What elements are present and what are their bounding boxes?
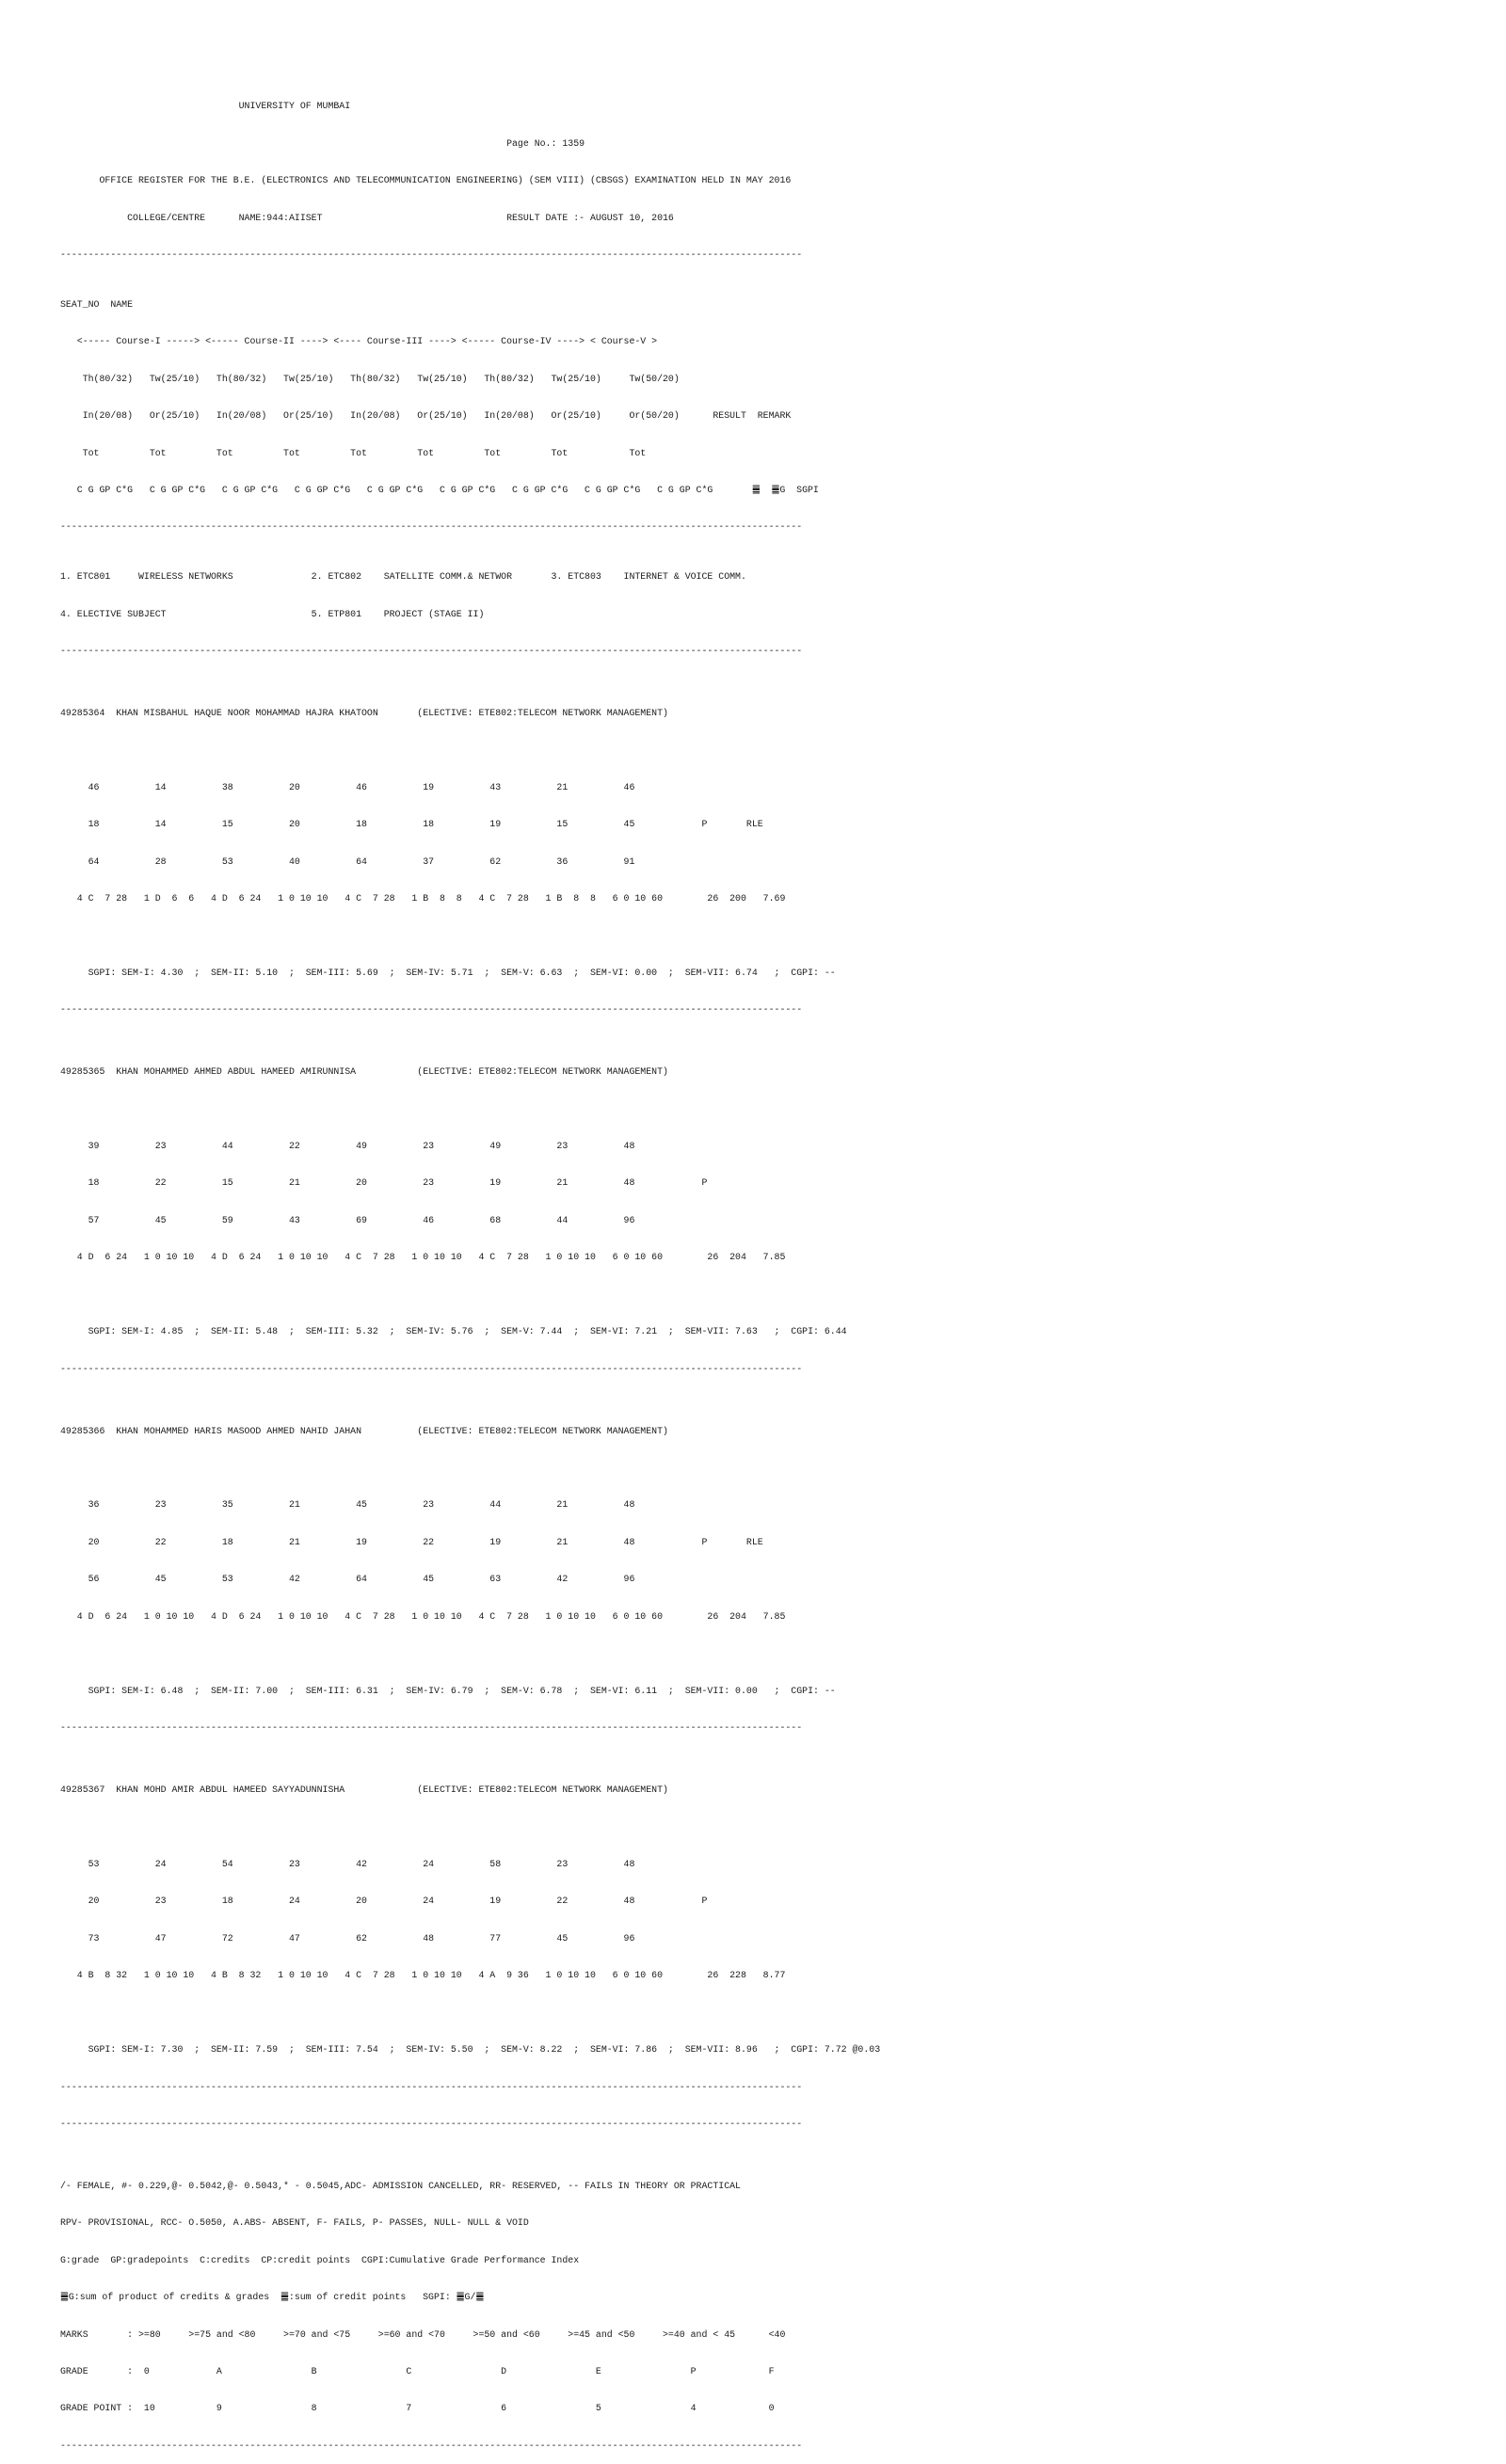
- sgpi-row: SGPI: SEM-I: 7.30 ; SEM-II: 7.59 ; SEM-III: 7.54 ; SEM-IV: 5.50 ; SEM-V: 8.22 ; SEM-VI: 7.86 ; SEM-VII: 8.96 ; CGPI: 7.72 @0.03: [60, 2044, 881, 2056]
- office-register-sheet: [60, 75, 983, 2464]
- grades-row: 4 B 8 32 1 0 10 10 4 B 8 32 1 0 10 10 4 C 7 28 1 0 10 10 4 A 9 36 1 0 10 10 6 0 10 60 26 228 8.77: [60, 1970, 786, 1981]
- blank-line: [60, 744, 983, 756]
- sgpi-row: SGPI: SEM-I: 6.48 ; SEM-II: 7.00 ; SEM-III: 6.31 ; SEM-IV: 6.79 ; SEM-V: 6.78 ; SEM-VI: 6.11 ; SEM-VII: 0.00 ; CGPI: --: [60, 1685, 836, 1696]
- grade-table-marks: MARKS : >=80 >=75 and <80 >=70 and <75 >=60 and <70 >=50 and <60 >=45 and <50 >=40 and < 45 <40: [60, 2328, 786, 2340]
- marks-row-in: 20 23 18 24 20 24 19 22 48 P: [60, 1896, 708, 1907]
- marks-row-tot: 57 45 59 43 69 46 68 44 96: [60, 1214, 635, 1225]
- blank-line: [60, 1103, 983, 1115]
- grade-table-points: GRADE POINT : 10 9 8 7 6 5 4 0: [60, 2403, 775, 2414]
- divider: -------------------------------------------------------------------------------------------------------------------------------------: [60, 645, 803, 656]
- legend-codes: /- FEMALE, #- 0.229,@- 0.5042,@- 0.5043,* - 0.5045,ADC- ADMISSION CANCELLED, RR- RESERVED, -- FAILS IN THEORY OR PRACTICAL: [60, 2180, 741, 2191]
- divider: -------------------------------------------------------------------------------------------------------------------------------------: [60, 2081, 803, 2092]
- blank-line: [60, 929, 983, 941]
- marks-row-tot: 64 28 53 40 64 37 62 36 91: [60, 856, 635, 867]
- divider: -------------------------------------------------------------------------------------------------------------------------------------: [60, 2440, 803, 2451]
- marks-row-in: 18 14 15 20 18 18 19 15 45 P RLE: [60, 819, 763, 830]
- divider: -------------------------------------------------------------------------------------------------------------------------------------: [60, 521, 803, 533]
- page-number: Page No.: 1359: [60, 137, 585, 149]
- student-title: 49285365 KHAN MOHAMMED AHMED ABDUL HAMEED AMIRUNNISA (ELECTIVE: ETE802:TELECOM NETWORK MANAGEMENT): [60, 1066, 668, 1078]
- marks-row-th: 36 23 35 21 45 23 44 21 48: [60, 1499, 635, 1511]
- student-title: 49285367 KHAN MOHD AMIR ABDUL HAMEED SAYYADUNNISHA (ELECTIVE: ETE802:TELECOM NETWORK MANAGEMENT): [60, 1784, 668, 1795]
- legend-codes-2: RPV- PROVISIONAL, RCC- O.5050, A.ABS- ABSENT, F- FAILS, P- PASSES, NULL- NULL & VOID: [60, 2217, 529, 2229]
- blank-line: [60, 1647, 983, 1659]
- sgpi-row: SGPI: SEM-I: 4.85 ; SEM-II: 5.48 ; SEM-III: 5.32 ; SEM-IV: 5.76 ; SEM-V: 7.44 ; SEM-VI: 7.21 ; SEM-VII: 7.63 ; CGPI: 6.44: [60, 1326, 847, 1337]
- divider: -------------------------------------------------------------------------------------------------------------------------------------: [60, 1004, 803, 1016]
- blank-line: [60, 1462, 983, 1474]
- divider: -------------------------------------------------------------------------------------------------------------------------------------: [60, 1363, 803, 1374]
- subjects-line-1: 1. ETC801 WIRELESS NETWORKS 2. ETC802 SATELLITE COMM.& NETWOR 3. ETC803 INTERNET & VOICE COMM.: [60, 571, 746, 583]
- marks-row-tot: 56 45 53 42 64 45 63 42 96: [60, 1574, 635, 1585]
- column-header-th-tw: Th(80/32) Tw(25/10) Th(80/32) Tw(25/10) Th(80/32) Tw(25/10) Th(80/32) Tw(25/10) Tw(50/20): [60, 373, 680, 384]
- marks-row-in: 18 22 15 21 20 23 19 21 48 P: [60, 1177, 708, 1189]
- column-header-grades: C G GP C*G C G GP C*G C G GP C*G C G GP C*G C G GP C*G C G GP C*G C G GP C*G C G GP C*G C G GP C*G ䷀ ䷀G SGPI: [60, 485, 819, 495]
- grades-row: 4 C 7 28 1 D 6 6 4 D 6 24 1 0 10 10 4 C 7 28 1 B 8 8 4 C 7 28 1 B 8 8 6 0 10 60 26 200 7.69: [60, 893, 786, 904]
- blank-line: [60, 1820, 983, 1832]
- grade-table-grade: GRADE : 0 A B C D E P F: [60, 2366, 775, 2377]
- blank-line: [60, 1288, 983, 1301]
- college-result-date: COLLEGE/CENTRE NAME:944:AIISET RESULT DATE :- AUGUST 10, 2016: [60, 212, 674, 223]
- student-title: 49285364 KHAN MISBAHUL HAQUE NOOR MOHAMMAD HAJRA KHATOON (ELECTIVE: ETE802:TELECOM NETWORK MANAGEMENT): [60, 707, 668, 718]
- column-header-seat-name: SEAT_NO NAME: [60, 298, 134, 310]
- divider: -------------------------------------------------------------------------------------------------------------------------------------: [60, 249, 803, 261]
- grades-row: 4 D 6 24 1 0 10 10 4 D 6 24 1 0 10 10 4 C 7 28 1 0 10 10 4 C 7 28 1 0 10 10 6 0 10 60 26 204 7.85: [60, 1610, 786, 1622]
- register-title: OFFICE REGISTER FOR THE B.E. (ELECTRONICS AND TELECOMMUNICATION ENGINEERING) (SEM VIII) (CBSGS) EXAMINATION HELD IN MAY 2016: [60, 175, 792, 186]
- marks-row-th: 39 23 44 22 49 23 49 23 48: [60, 1141, 635, 1152]
- marks-row-in: 20 22 18 21 19 22 19 21 48 P RLE: [60, 1536, 763, 1547]
- column-header-courses: <----- Course-I -----> <----- Course-II ----> <---- Course-III ----> <----- Course-IV ----> < Course-V >: [60, 336, 658, 347]
- marks-row-th: 46 14 38 20 46 19 43 21 46: [60, 781, 635, 792]
- sgpi-row: SGPI: SEM-I: 4.30 ; SEM-II: 5.10 ; SEM-III: 5.69 ; SEM-IV: 5.71 ; SEM-V: 6.63 ; SEM-VI: 0.00 ; SEM-VII: 6.74 ; CGPI: --: [60, 967, 836, 978]
- column-header-in-or: In(20/08) Or(25/10) In(20/08) Or(25/10) In(20/08) Or(25/10) In(20/08) Or(25/10) Or(50/20) RESULT REMARK: [60, 410, 792, 422]
- grades-row: 4 D 6 24 1 0 10 10 4 D 6 24 1 0 10 10 4 C 7 28 1 0 10 10 4 C 7 28 1 0 10 10 6 0 10 60 26 204 7.85: [60, 1252, 786, 1263]
- column-header-tot: Tot Tot Tot Tot Tot Tot Tot Tot Tot: [60, 447, 647, 458]
- divider: -------------------------------------------------------------------------------------------------------------------------------------: [60, 2118, 803, 2129]
- student-title: 49285366 KHAN MOHAMMED HARIS MASOOD AHMED NAHID JAHAN (ELECTIVE: ETE802:TELECOM NETWORK MANAGEMENT): [60, 1425, 668, 1436]
- subjects-line-2: 4. ELECTIVE SUBJECT 5. ETP801 PROJECT (STAGE II): [60, 608, 485, 619]
- legend-sums: ䷀G:sum of product of credits & grades ䷀:sum of credit points SGPI: ䷀G/䷀: [60, 2292, 485, 2303]
- marks-row-th: 53 24 54 23 42 24 58 23 48: [60, 1858, 635, 1869]
- marks-row-tot: 73 47 72 47 62 48 77 45 96: [60, 1932, 635, 1944]
- university-title: UNIVERSITY OF MUMBAI: [60, 101, 351, 112]
- blank-line: [60, 2007, 983, 2019]
- legend-abbrev: G:grade GP:gradepoints C:credits CP:credit points CGPI:Cumulative Grade Performance Index: [60, 2254, 580, 2265]
- divider: -------------------------------------------------------------------------------------------------------------------------------------: [60, 1722, 803, 1734]
